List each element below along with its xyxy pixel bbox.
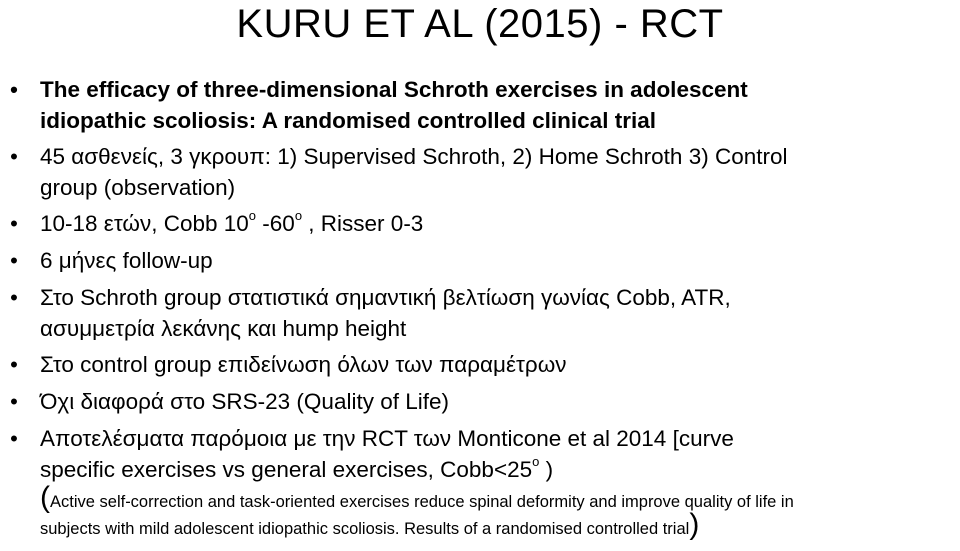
bullet-text: ) — [539, 457, 554, 482]
bullet-text-line: Στο Schroth group στατιστικά σημαντική βελτίωση γωνίας Cobb, ATR, — [40, 285, 731, 310]
bullet-text: specific exercises vs general exercises, Cobb<25 — [40, 457, 533, 482]
bullet-item-srs23 — [0, 386, 960, 417]
reference-note — [40, 481, 955, 543]
bullet-item-follow-up — [0, 245, 960, 276]
bullet-icon: • — [10, 211, 18, 236]
degree-superscript: ο — [532, 453, 540, 469]
bullet-item-control-results — [0, 349, 960, 380]
bullet-icon: • — [10, 285, 18, 310]
close-paren: ) — [689, 508, 700, 541]
bullet-icon: • — [10, 389, 18, 414]
bullet-icon: • — [10, 352, 18, 377]
bullet-item-comparison — [0, 423, 960, 485]
bullet-item-study-title — [0, 74, 960, 136]
bullet-icon: • — [10, 77, 18, 102]
bullet-icon: • — [10, 144, 18, 169]
bullet-item-age-cobb — [0, 208, 960, 239]
bullet-text-line: idiopathic scoliosis: A randomised controlled clinical trial — [40, 108, 656, 133]
bullet-text-line: group (observation) — [40, 175, 236, 200]
bullet-list — [0, 74, 960, 490]
bullet-item-schroth-results — [0, 282, 960, 344]
bullet-text-line: 6 μήνες follow-up — [40, 248, 213, 273]
degree-superscript: ο — [248, 207, 257, 223]
bullet-text: , Risser 0-3 — [302, 211, 424, 236]
bullet-icon: • — [10, 248, 18, 273]
bullet-text-line: 45 ασθενείς, 3 γκρουπ: 1) Supervised Schroth, 2) Home Schroth 3) Control — [40, 144, 788, 169]
open-paren: ( — [40, 481, 50, 514]
bullet-text-line: Αποτελέσματα παρόμοια με την RCT των Monticone et al 2014 [curve — [40, 426, 734, 451]
bullet-text-line: ασυμμετρία λεκάνης και hump height — [40, 316, 407, 341]
bullet-icon: • — [10, 426, 18, 451]
reference-line: Active self-correction and task-oriented exercises reduce spinal deformity and improve quality of life in — [50, 493, 794, 511]
degree-superscript: ο — [294, 207, 303, 223]
slide-title: KURU ET AL (2015) - RCT — [236, 2, 724, 46]
bullet-text-line: Στο control group επιδείνωση όλων των παραμέτρων — [40, 352, 567, 377]
bullet-text: -60 — [256, 211, 295, 236]
bullet-text-line: Όχι διαφορά στο SRS-23 (Quality of Life) — [40, 389, 449, 414]
bullet-text: 10-18 ετών, Cobb 10 — [40, 211, 249, 236]
bullet-item-groups — [0, 141, 960, 203]
bullet-text-line: The efficacy of three-dimensional Schroth exercises in adolescent — [40, 77, 748, 102]
reference-line: subjects with mild adolescent idiopathic scoliosis. Results of a randomised controlled trial — [40, 520, 690, 538]
